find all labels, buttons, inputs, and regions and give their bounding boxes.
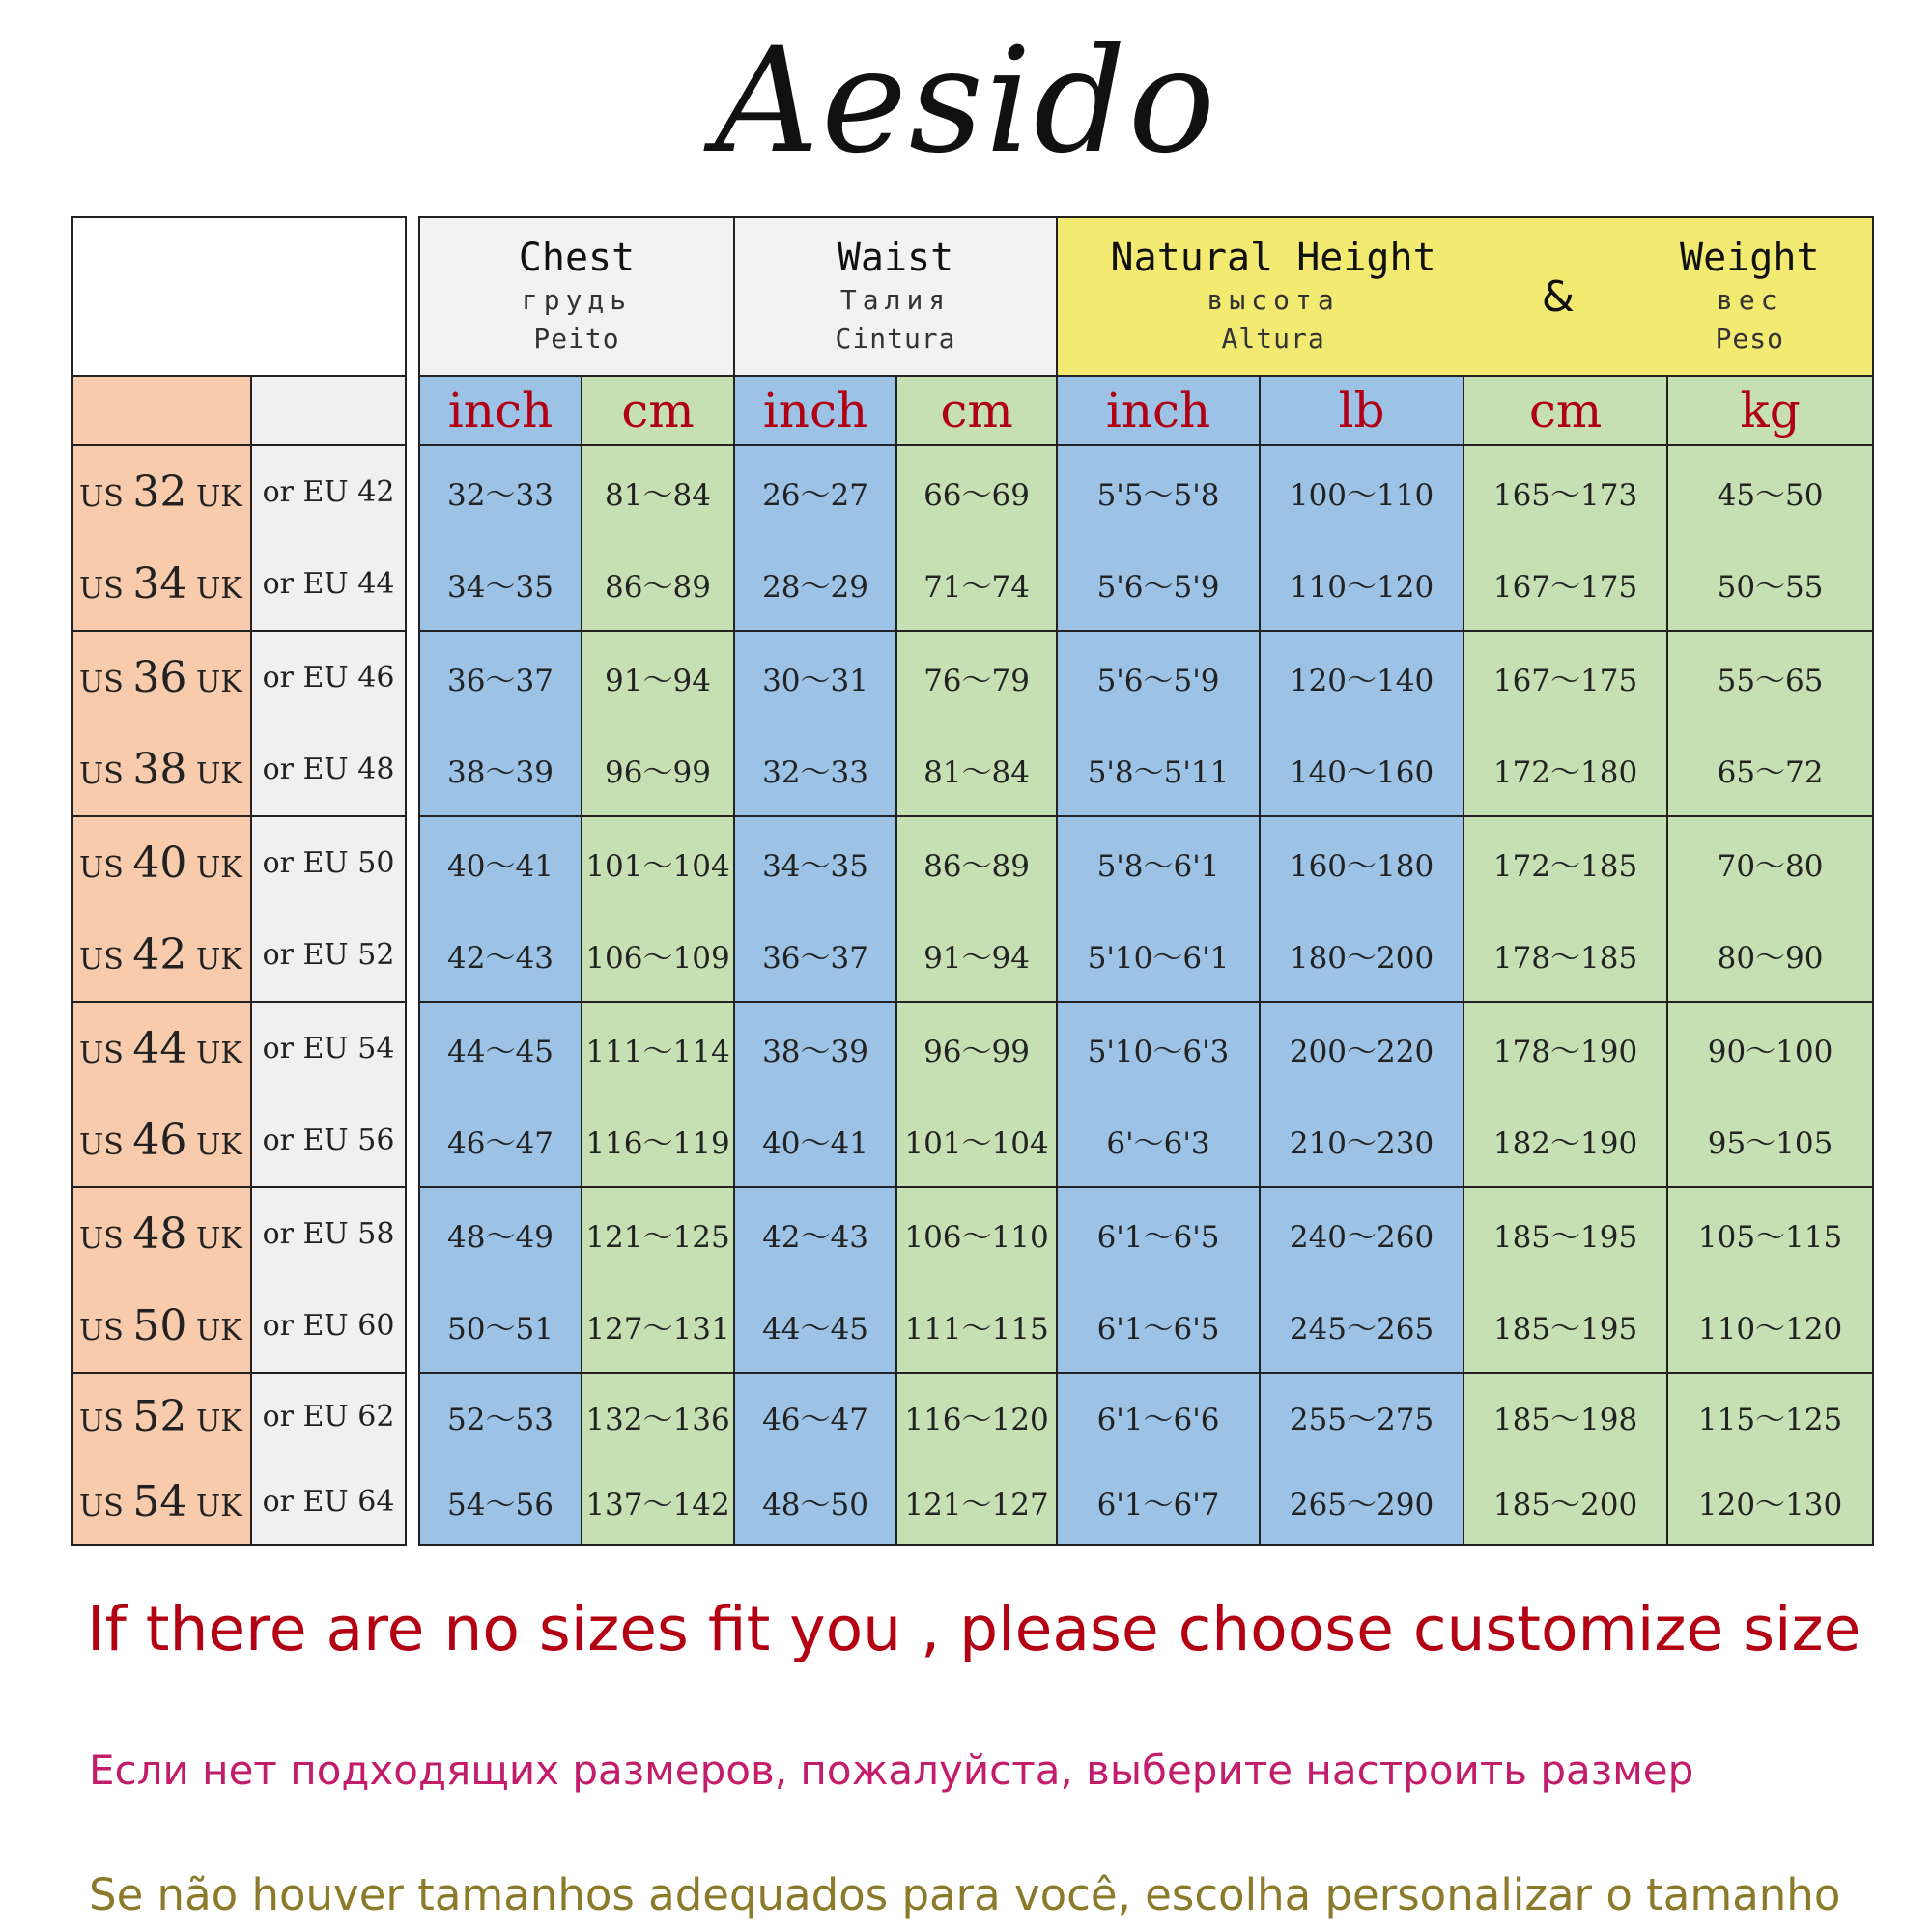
us-size-value: 36	[132, 653, 187, 702]
us-label: US	[79, 1037, 124, 1070]
unit-chest-inch: inch	[419, 376, 582, 445]
waist-in-cell: 28～29	[734, 538, 896, 631]
weight-lb-cell: 180～200	[1260, 909, 1463, 1002]
us-uk-size	[72, 816, 251, 909]
eu-size	[251, 1002, 406, 1094]
chest-in-cell: 44～45	[419, 1002, 582, 1094]
chest-cm-cell: 101～104	[582, 816, 734, 909]
chest-cm-cell: 91～94	[582, 631, 734, 724]
eu-size	[251, 1094, 406, 1187]
chest-in-cell: 48～49	[419, 1187, 582, 1280]
us-size-value: 54	[132, 1476, 187, 1526]
height-cm-cell: 167～175	[1463, 538, 1667, 631]
eu-size	[251, 724, 406, 816]
or-eu-label: or EU	[262, 1399, 349, 1434]
height-in-cell: 5'6～5'9	[1057, 631, 1260, 724]
column-divider	[406, 724, 419, 816]
chest-in-cell: 34～35	[419, 538, 582, 631]
brand-logo: Aesido	[714, 17, 1218, 185]
waist-in-cell: 46～47	[734, 1373, 896, 1459]
eu-size	[251, 1280, 406, 1373]
weight-lb-cell: 110～120	[1260, 538, 1463, 631]
unit-waist-cm: cm	[896, 376, 1057, 445]
table-row	[72, 724, 1873, 816]
weight-lb-cell: 255～275	[1260, 1373, 1463, 1459]
uk-label: UK	[195, 666, 242, 699]
height-title: Natural Height	[1110, 236, 1436, 280]
weight-kg-cell: 105～115	[1667, 1187, 1873, 1280]
us-size-value: 42	[132, 930, 187, 980]
us-size-value: 52	[132, 1391, 187, 1441]
or-eu-label: or EU	[262, 1309, 349, 1343]
table-row	[72, 1094, 1873, 1187]
height-in-cell: 5'5～5'8	[1057, 445, 1260, 538]
us-size-value: 44	[132, 1024, 187, 1073]
waist-cm-cell: 76～79	[896, 631, 1057, 724]
chest-in-cell: 50～51	[419, 1280, 582, 1373]
waist-cm-cell: 101～104	[896, 1094, 1057, 1187]
chest-in-cell: 40～41	[419, 816, 582, 909]
chest-cm-cell: 96～99	[582, 724, 734, 816]
chest-cm-cell: 106～109	[582, 909, 734, 1002]
us-uk-size	[72, 445, 251, 538]
unit-weight-lb: lb	[1260, 376, 1463, 445]
eu-size	[251, 909, 406, 1002]
uk-label: UK	[195, 851, 242, 885]
chest-in-cell: 32～33	[419, 445, 582, 538]
height-in-cell: 6'～6'3	[1057, 1094, 1260, 1187]
unit-waist-inch: inch	[734, 376, 896, 445]
us-label: US	[79, 1222, 124, 1256]
waist-in-cell: 34～35	[734, 816, 896, 909]
us-uk-size	[72, 724, 251, 816]
us-uk-size	[72, 1094, 251, 1187]
us-size-value: 32	[132, 468, 187, 517]
us-size-value: 38	[132, 745, 187, 794]
us-label: US	[79, 666, 124, 699]
eu-size	[251, 816, 406, 909]
waist-cm-cell: 106～110	[896, 1187, 1057, 1280]
unit-height-cm: cm	[1463, 376, 1667, 445]
height-ru: высота	[1207, 284, 1340, 316]
eu-size-value: 42	[357, 475, 395, 509]
waist-cm-cell: 121～127	[896, 1459, 1057, 1545]
waist-in-cell: 48～50	[734, 1459, 896, 1545]
waist-in-cell: 36～37	[734, 909, 896, 1002]
height-cm-cell: 165～173	[1463, 445, 1667, 538]
column-divider	[406, 1002, 419, 1094]
column-divider	[406, 445, 419, 538]
chest-cm-cell: 81～84	[582, 445, 734, 538]
or-eu-label: or EU	[262, 1217, 349, 1251]
eu-size-value: 58	[357, 1217, 395, 1251]
us-label: US	[79, 480, 124, 514]
weight-lb-cell: 200～220	[1260, 1002, 1463, 1094]
weight-kg-cell: 45～50	[1667, 445, 1873, 538]
size-chart-table	[71, 216, 1874, 1546]
or-eu-label: or EU	[262, 1032, 349, 1065]
table-row	[72, 631, 1873, 724]
height-in-cell: 6'1～6'7	[1057, 1459, 1260, 1545]
chest-cm-cell: 132～136	[582, 1373, 734, 1459]
eu-size-value: 62	[357, 1399, 395, 1434]
us-size-column-head	[72, 376, 251, 445]
message-portuguese: Se não houver tamanhos adequados para você, escolha personalizar o tamanho	[89, 1869, 1841, 1920]
us-label: US	[79, 1314, 124, 1348]
weight-kg-cell: 65～72	[1667, 724, 1873, 816]
height-cm-cell: 185～198	[1463, 1373, 1667, 1459]
weight-kg-cell: 115～125	[1667, 1373, 1873, 1459]
column-divider	[406, 1459, 419, 1545]
us-size-value: 50	[132, 1301, 187, 1350]
chest-cm-cell: 121～125	[582, 1187, 734, 1280]
uk-label: UK	[195, 1489, 242, 1523]
height-in-cell: 6'1～6'6	[1057, 1373, 1260, 1459]
column-divider	[406, 909, 419, 1002]
chest-in-cell: 38～39	[419, 724, 582, 816]
height-cm-cell: 182～190	[1463, 1094, 1667, 1187]
eu-size-value: 44	[357, 567, 395, 601]
height-cm-cell: 178～185	[1463, 909, 1667, 1002]
us-label: US	[79, 1404, 124, 1438]
ampersand: &	[1541, 271, 1576, 322]
weight-kg-cell: 55～65	[1667, 631, 1873, 724]
weight-pt: Peso	[1715, 323, 1784, 355]
height-pt: Altura	[1221, 323, 1325, 355]
eu-size-column-head	[251, 376, 406, 445]
waist-in-cell: 44～45	[734, 1280, 896, 1373]
or-eu-label: or EU	[262, 661, 349, 695]
height-in-cell: 5'8～6'1	[1057, 816, 1260, 909]
weight-header	[1680, 235, 1820, 358]
eu-size	[251, 1459, 406, 1545]
column-divider	[406, 1373, 419, 1459]
eu-size	[251, 538, 406, 631]
waist-in-cell: 38～39	[734, 1002, 896, 1094]
us-uk-size	[72, 1187, 251, 1280]
us-label: US	[79, 572, 124, 606]
chest-cm-cell: 86～89	[582, 538, 734, 631]
weight-lb-cell: 210～230	[1260, 1094, 1463, 1187]
column-divider	[406, 538, 419, 631]
eu-size-value: 64	[357, 1484, 395, 1519]
us-uk-size	[72, 1373, 251, 1459]
table-row	[72, 909, 1873, 1002]
waist-pt: Cintura	[835, 323, 956, 355]
eu-size	[251, 445, 406, 538]
uk-label: UK	[195, 757, 242, 791]
weight-lb-cell: 140～160	[1260, 724, 1463, 816]
or-eu-label: or EU	[262, 475, 349, 509]
column-divider	[406, 376, 419, 445]
eu-size	[251, 631, 406, 724]
us-label: US	[79, 757, 124, 791]
us-uk-size	[72, 909, 251, 1002]
weight-lb-cell: 120～140	[1260, 631, 1463, 724]
table-row	[72, 1187, 1873, 1280]
uk-label: UK	[195, 480, 242, 514]
column-divider	[406, 1187, 419, 1280]
uk-label: UK	[195, 572, 242, 606]
chest-ru: грудь	[521, 284, 633, 316]
weight-kg-cell: 80～90	[1667, 909, 1873, 1002]
units-row	[72, 376, 1873, 445]
weight-title: Weight	[1680, 236, 1820, 280]
chest-in-cell: 46～47	[419, 1094, 582, 1187]
height-cm-cell: 178～190	[1463, 1002, 1667, 1094]
height-cm-cell: 185～195	[1463, 1280, 1667, 1373]
eu-size-value: 56	[357, 1123, 395, 1157]
waist-ru: Талия	[839, 284, 952, 316]
weight-lb-cell: 160～180	[1260, 816, 1463, 909]
eu-size	[251, 1373, 406, 1459]
height-in-cell: 6'1～6'5	[1057, 1187, 1260, 1280]
waist-cm-cell: 91～94	[896, 909, 1057, 1002]
waist-cm-cell: 96～99	[896, 1002, 1057, 1094]
weight-lb-cell: 240～260	[1260, 1187, 1463, 1280]
eu-size-value: 52	[357, 938, 395, 972]
us-label: US	[79, 851, 124, 885]
unit-weight-kg: kg	[1667, 376, 1873, 445]
eu-size-value: 48	[357, 753, 395, 786]
eu-size-value: 50	[357, 846, 395, 880]
column-divider	[406, 631, 419, 724]
uk-label: UK	[195, 1404, 242, 1438]
or-eu-label: or EU	[262, 846, 349, 880]
waist-in-cell: 32～33	[734, 724, 896, 816]
eu-size-value: 46	[357, 661, 395, 695]
chest-cm-cell: 111～114	[582, 1002, 734, 1094]
chest-cm-cell: 137～142	[582, 1459, 734, 1545]
us-label: US	[79, 943, 124, 977]
height-in-cell: 5'10～6'1	[1057, 909, 1260, 1002]
weight-lb-cell: 245～265	[1260, 1280, 1463, 1373]
us-label: US	[79, 1489, 124, 1523]
header-row	[72, 217, 1873, 376]
waist-title: Waist	[837, 236, 954, 280]
table-row	[72, 1459, 1873, 1545]
height-in-cell: 5'10～6'3	[1057, 1002, 1260, 1094]
uk-label: UK	[195, 943, 242, 977]
waist-cm-cell: 71～74	[896, 538, 1057, 631]
or-eu-label: or EU	[262, 938, 349, 972]
chest-cm-cell: 116～119	[582, 1094, 734, 1187]
or-eu-label: or EU	[262, 1123, 349, 1157]
message-russian: Если нет подходящих размеров, пожалуйста, выберите настроить размер	[89, 1747, 1694, 1794]
chest-in-cell: 42～43	[419, 909, 582, 1002]
column-divider	[406, 217, 419, 376]
waist-in-cell: 30～31	[734, 631, 896, 724]
chest-in-cell: 54～56	[419, 1459, 582, 1545]
waist-cm-cell: 86～89	[896, 816, 1057, 909]
height-header	[1111, 235, 1436, 358]
chest-in-cell: 52～53	[419, 1373, 582, 1459]
weight-lb-cell: 265～290	[1260, 1459, 1463, 1545]
table-row	[72, 1373, 1873, 1459]
waist-in-cell: 26～27	[734, 445, 896, 538]
height-in-cell: 5'8～5'11	[1057, 724, 1260, 816]
uk-label: UK	[195, 1222, 242, 1256]
us-size-value: 46	[132, 1116, 187, 1165]
weight-kg-cell: 95～105	[1667, 1094, 1873, 1187]
us-uk-size	[72, 1280, 251, 1373]
chest-header	[419, 217, 734, 376]
weight-kg-cell: 90～100	[1667, 1002, 1873, 1094]
column-divider	[406, 1094, 419, 1187]
us-uk-size	[72, 1002, 251, 1094]
unit-chest-cm: cm	[582, 376, 734, 445]
uk-label: UK	[195, 1314, 242, 1348]
waist-cm-cell: 116～120	[896, 1373, 1057, 1459]
weight-kg-cell: 110～120	[1667, 1280, 1873, 1373]
waist-in-cell: 40～41	[734, 1094, 896, 1187]
height-cm-cell: 185～195	[1463, 1187, 1667, 1280]
uk-label: UK	[195, 1037, 242, 1070]
height-in-cell: 6'1～6'5	[1057, 1280, 1260, 1373]
uk-label: UK	[195, 1128, 242, 1162]
us-size-value: 48	[132, 1209, 187, 1259]
table-row	[72, 1280, 1873, 1373]
column-divider	[406, 816, 419, 909]
weight-ru: вес	[1716, 284, 1783, 316]
or-eu-label: or EU	[262, 1484, 349, 1519]
chest-pt: Peito	[533, 323, 620, 355]
chest-title: Chest	[518, 236, 636, 280]
or-eu-label: or EU	[262, 567, 349, 601]
weight-kg-cell: 50～55	[1667, 538, 1873, 631]
us-uk-size	[72, 1459, 251, 1545]
height-cm-cell: 167～175	[1463, 631, 1667, 724]
us-uk-size	[72, 631, 251, 724]
height-weight-header	[1057, 217, 1873, 376]
table-row	[72, 816, 1873, 909]
corner-cell	[72, 217, 406, 376]
us-size-value: 34	[132, 559, 187, 609]
chest-in-cell: 36～37	[419, 631, 582, 724]
eu-size-value: 54	[357, 1032, 395, 1065]
height-cm-cell: 172～185	[1463, 816, 1667, 909]
unit-height-inch: inch	[1057, 376, 1260, 445]
height-cm-cell: 185～200	[1463, 1459, 1667, 1545]
us-uk-size	[72, 538, 251, 631]
us-size-value: 40	[132, 838, 187, 888]
height-in-cell: 5'6～5'9	[1057, 538, 1260, 631]
us-label: US	[79, 1128, 124, 1162]
table-row	[72, 538, 1873, 631]
height-cm-cell: 172～180	[1463, 724, 1667, 816]
eu-size	[251, 1187, 406, 1280]
column-divider	[406, 1280, 419, 1373]
chest-cm-cell: 127～131	[582, 1280, 734, 1373]
message-english: If there are no sizes fit you , please choose customize size	[87, 1594, 1861, 1664]
table-row	[72, 1002, 1873, 1094]
waist-in-cell: 42～43	[734, 1187, 896, 1280]
eu-size-value: 60	[357, 1309, 395, 1343]
waist-cm-cell: 81～84	[896, 724, 1057, 816]
or-eu-label: or EU	[262, 753, 349, 786]
waist-cm-cell: 66～69	[896, 445, 1057, 538]
weight-kg-cell: 120～130	[1667, 1459, 1873, 1545]
weight-kg-cell: 70～80	[1667, 816, 1873, 909]
weight-lb-cell: 100～110	[1260, 445, 1463, 538]
waist-header	[734, 217, 1057, 376]
table-row	[72, 445, 1873, 538]
waist-cm-cell: 111～115	[896, 1280, 1057, 1373]
